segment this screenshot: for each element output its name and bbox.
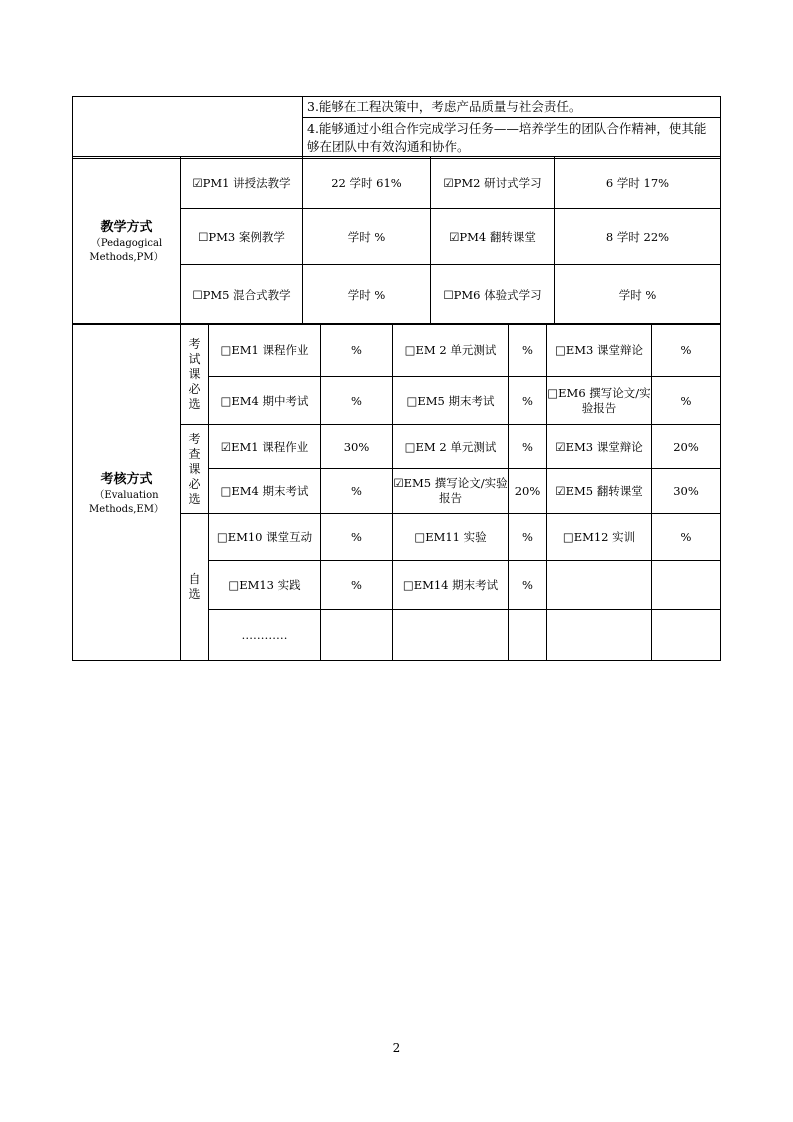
- teaching-methods-label-en: （Pedagogical Methods,PM）: [89, 238, 164, 263]
- evaluation-methods-label-en: （Evaluation Methods,EM）: [89, 489, 164, 515]
- pm2-option[interactable]: ☑PM2 研讨式学习: [431, 157, 555, 209]
- em-option[interactable]: □EM4 期末考试: [209, 469, 321, 514]
- em-value: 30%: [652, 469, 721, 514]
- pm6-value: 学时 %: [555, 265, 721, 325]
- group-exam-required: 考试课必选: [181, 324, 209, 425]
- em-option[interactable]: ☑EM1 课程作业: [209, 425, 321, 469]
- em-value: %: [509, 514, 547, 561]
- em-value: %: [509, 377, 547, 425]
- em-value: %: [509, 324, 547, 377]
- objectives-blank-cell: [73, 97, 303, 159]
- objective-3: 3.能够在工程决策中，考虑产品质量与社会责任。: [303, 97, 721, 118]
- em-value: %: [652, 377, 721, 425]
- pm1-option[interactable]: ☑PM1 讲授法教学: [181, 157, 303, 209]
- em-option[interactable]: □EM10 课堂互动: [209, 514, 321, 561]
- page-number: 2: [392, 1041, 401, 1055]
- pm1-value: 22 学时 61%: [303, 157, 431, 209]
- em-value: 20%: [509, 469, 547, 514]
- evaluation-methods-table: [72, 323, 721, 661]
- group-optional: 自选: [181, 514, 209, 661]
- teaching-methods-table: [72, 156, 721, 325]
- em-option[interactable]: ☑EM5 翻转课堂: [547, 469, 652, 514]
- em-option[interactable]: □EM13 实践: [209, 561, 321, 610]
- evaluation-methods-label: 考核方式 （Evaluation Methods,EM）: [73, 324, 181, 661]
- em-value: %: [321, 324, 393, 377]
- em-option[interactable]: □EM12 实训: [547, 514, 652, 561]
- pm4-option[interactable]: ☑PM4 翻转课堂: [431, 209, 555, 265]
- pm3-value: 学时 %: [303, 209, 431, 265]
- em-value: %: [321, 377, 393, 425]
- em-option: [547, 610, 652, 661]
- em-option[interactable]: ☑EM5 撰写论文/实验报告: [393, 469, 509, 514]
- em-value: [321, 610, 393, 661]
- em-option[interactable]: □EM3 课堂辩论: [547, 324, 652, 377]
- teaching-methods-label: 教学方式 （Pedagogical Methods,PM）: [73, 157, 181, 325]
- em-value: %: [509, 425, 547, 469]
- group-assessment-required: 考查课必选: [181, 425, 209, 514]
- pm4-value: 8 学时 22%: [555, 209, 721, 265]
- em-option: [393, 610, 509, 661]
- em-option[interactable]: □EM11 实验: [393, 514, 509, 561]
- em-option[interactable]: ☑EM3 课堂辩论: [547, 425, 652, 469]
- em-option[interactable]: □EM4 期中考试: [209, 377, 321, 425]
- em-value: %: [652, 514, 721, 561]
- em-value: %: [321, 561, 393, 610]
- pm3-option[interactable]: ☐PM3 案例教学: [181, 209, 303, 265]
- em-option[interactable]: □EM1 课程作业: [209, 324, 321, 377]
- em-value: [509, 610, 547, 661]
- objective-4: 4.能够通过小组合作完成学习任务——培养学生的团队合作精神，使其能够在团队中有效沟通和协作。: [303, 118, 721, 159]
- em-value: %: [321, 469, 393, 514]
- em-option[interactable]: □EM6 撰写论文/实验报告: [547, 377, 652, 425]
- pm5-option[interactable]: ☐PM5 混合式教学: [181, 265, 303, 325]
- em-value: 30%: [321, 425, 393, 469]
- em-value: %: [652, 324, 721, 377]
- em-value: %: [321, 514, 393, 561]
- em-value: %: [509, 561, 547, 610]
- pm2-value: 6 学时 17%: [555, 157, 721, 209]
- em-value: [652, 610, 721, 661]
- em-option[interactable]: [547, 561, 652, 610]
- em-option[interactable]: □EM14 期末考试: [393, 561, 509, 610]
- em-option: …………: [209, 610, 321, 661]
- em-option[interactable]: □EM 2 单元测试: [393, 425, 509, 469]
- pm6-option[interactable]: ☐PM6 体验式学习: [431, 265, 555, 325]
- em-option[interactable]: □EM5 期末考试: [393, 377, 509, 425]
- pm5-value: 学时 %: [303, 265, 431, 325]
- em-value: 20%: [652, 425, 721, 469]
- em-value: [652, 561, 721, 610]
- objectives-table: [72, 96, 721, 159]
- em-option[interactable]: □EM 2 单元测试: [393, 324, 509, 377]
